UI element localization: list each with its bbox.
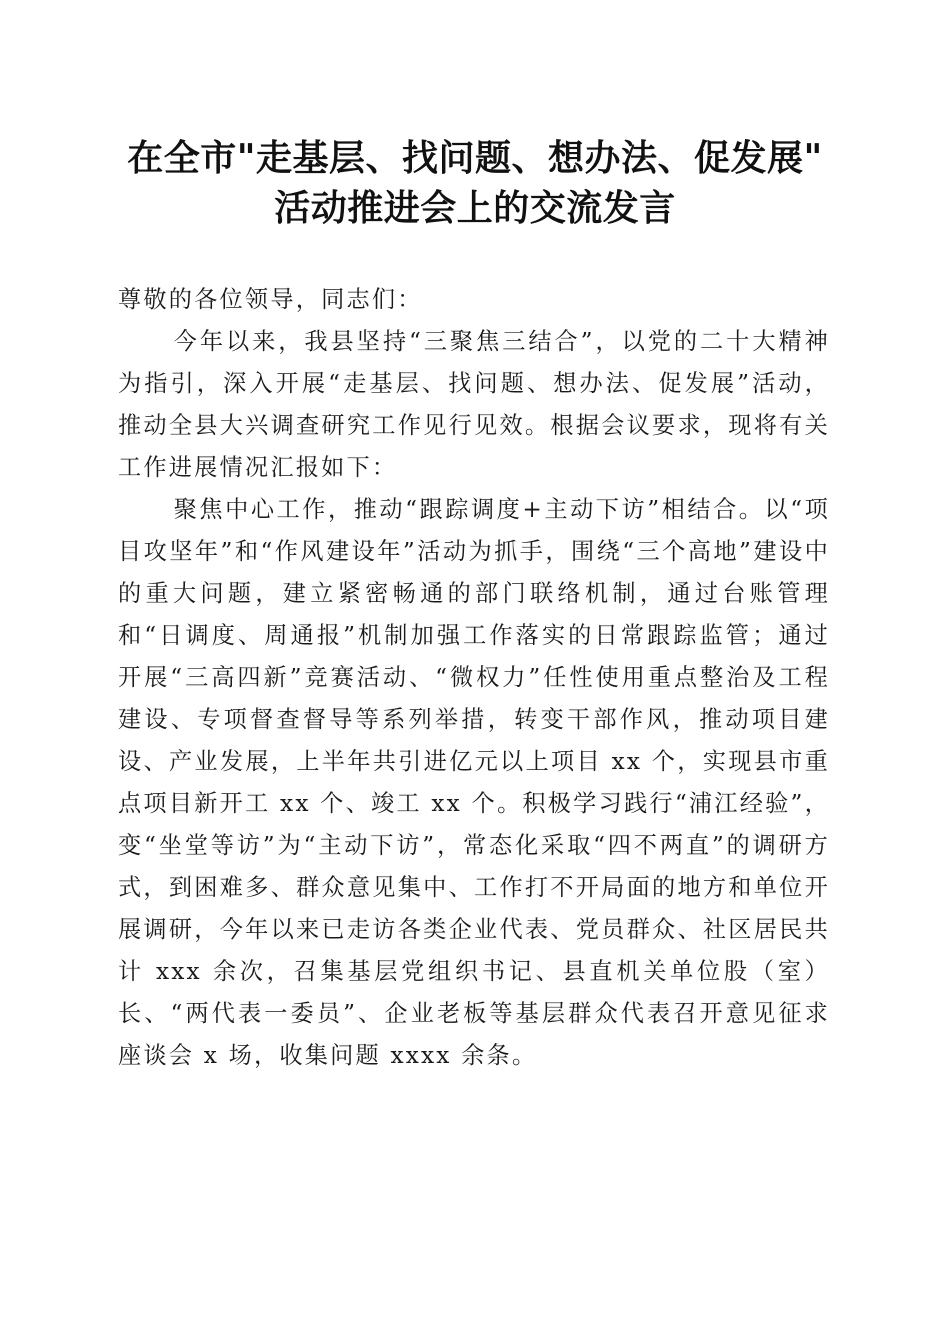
document-title [100, 133, 850, 233]
title-line-2: 活动推进会上的交流发言 [274, 187, 676, 229]
salutation: 尊敬的各位领导，同志们： [118, 286, 423, 313]
paragraph-focus-center-work: 聚焦中心工作，推动“跟踪调度+主动下访”相结合。以“项目攻坚年”和“作风建设年”活动为抓手，围绕“三个高地”建设中的重大问题，建立紧密畅通的部门联络机制，通过台账管理和“日调度、周通报”机制加强工作落实的日常跟踪监管；通过开展“三高四新”竞赛活动、“微权力”任性使用重点整治及工程建设、专项督查督导等系列举措，转变干部作风，推动项目建设、产业发展，上半年共引进亿元以上项目 xx 个，实现县市重点项目新开工 xx 个、竣工 xx 个。积极学习践行“浦江经验”，变“坐堂等访”为“主动下访”，常态化采取“四不两直”的调研方式，到困难多、群众意见集中、工作打不开局面的地方和单位开展调研，今年以来已走访各类企业代表、党员群众、社区居民共计 xxx 余次，召集基层党组织书记、县直机关单位股（室）长、“两代表一委员”、企业老板等基层群众代表召开意见征求座谈会 x 场，收集问题 xxxx 余条。 [118, 496, 830, 1069]
document-body [118, 279, 830, 1077]
paragraph-intro: 今年以来，我县坚持“三聚焦三结合”，以党的二十大精神为指引，深入开展“走基层、找问题、想办法、促发展”活动，推动全县大兴调查研究工作见行见效。根据会议要求，现将有关工作进展情况汇报如下： [118, 328, 830, 481]
title-line-1: 在全市"走基层、找问题、想办法、促发展" [127, 137, 823, 179]
